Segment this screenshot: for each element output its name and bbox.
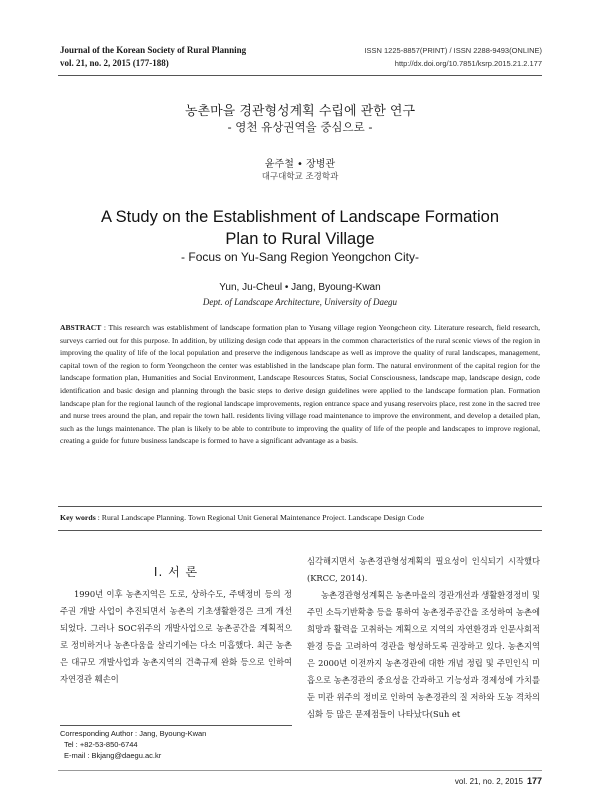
- page-footer: [455, 776, 542, 786]
- body-right-paragraph-2: 농촌경관형성계획은 농촌마을의 경관개선과 생활환경정비 및 주민 소득기반확충 등을 통하여 농촌정주공간을 조성하여 농촌에 희망과 활력을 고취하는 계획으로 지역의 자연환경과 인문사회적 환경 등을 고려하여 경관을 형성하도록 권장하고 있다. 농촌지역은 2000년 이전까지 농촌경관에 대한 개념 정립 및 주민인식 미흡으로 농촌경관의 중요성을 간과하고 기능성과 경제성에 가치를 둔 미관 위주의 정비로 인하여 농촌경관의 질 저하와 도농 격차의 심화 등 많은 문제점들이 나타났다(Suh et: [307, 590, 540, 719]
- keywords-rule-bottom: [58, 530, 542, 531]
- korean-authors: 윤주철 • 장병관: [264, 159, 336, 170]
- doi-link[interactable]: http://dx.doi.org/10.7851/ksrp.2015.21.2.177: [394, 59, 542, 68]
- keywords-label: Key words: [60, 513, 96, 522]
- english-subtitle: - Focus on Yu-Sang Region Yeongchon City-: [181, 250, 419, 264]
- issn: ISSN 1225-8857(PRINT) / ISSN 2288-9493(ONLINE): [364, 46, 542, 55]
- english-title-line1: A Study on the Establishment of Landscape Formation: [100, 208, 500, 226]
- abstract-label: ABSTRACT: [60, 323, 102, 332]
- header-rule: [58, 75, 542, 76]
- journal-volume: vol. 21, no. 2, 2015 (177-188): [60, 58, 169, 68]
- body-left-column: 1990년 이후 농촌지역은 도로, 상하수도, 주택정비 등의 정주권 개발 사업이 추진되면서 농촌의 기초생활환경은 크게 개선되었다. 그러나 SOC위주의 개발사업으로 농촌공간을 계획적으로 정비하거나 농촌다움을 살리기에는 다소 미흡했다. 최근 농촌은 대규모 개발사업과 농촌지역의 건축규제 완화 등으로 인하여 자연경관 훼손이: [60, 589, 292, 684]
- korean-title: 농촌마을 경관형성계획 수립에 관한 연구: [184, 104, 415, 119]
- korean-affiliation: 대구대학교 조경학과: [261, 172, 339, 182]
- issn-header: [364, 44, 542, 70]
- journal-header: [60, 44, 246, 70]
- english-authors: Yun, Ju-Cheul • Jang, Byoung-Kwan: [219, 282, 381, 293]
- english-affiliation: Dept. of Landscape Architecture, University of Daegu: [202, 297, 398, 307]
- footer-volume: vol. 21, no. 2, 2015: [454, 777, 523, 786]
- page-number: 177: [526, 776, 542, 786]
- footer-rule: [58, 770, 542, 771]
- corresponding-author: [60, 728, 292, 761]
- english-title-line2: Plan to Rural Village: [225, 230, 375, 248]
- footnote-rule: [60, 725, 292, 726]
- english-title: [0, 206, 600, 250]
- corresponding-email[interactable]: E-mail : Bkjang@daegu.ac.kr: [64, 751, 162, 760]
- korean-subtitle: - 영천 유상권역을 중심으로 -: [227, 120, 373, 134]
- keywords-text: : Rural Landscape Planning. Town Regional Unit General Maintenance Project. Landscape Design Code: [95, 513, 424, 522]
- corresponding-author-name: Corresponding Author : Jang, Byoung-Kwan: [60, 729, 207, 738]
- corresponding-tel: Tel : +82-53-850-6744: [64, 740, 138, 749]
- body-right-paragraph-1: 심각해지면서 농촌경관형성계획의 필요성이 인식되기 시작했다(KRCC, 2014).: [307, 556, 540, 583]
- body-right-column: [307, 553, 540, 723]
- section-heading: I. 서 론: [153, 565, 199, 579]
- keywords-rule-top: [58, 506, 542, 507]
- abstract: [60, 322, 540, 448]
- abstract-text: : This research was establishment of landscape formation plan to Yusang village region Yeongcheon city. Literature research, field research, surveys carried out for this purpose. In addition, by utilizing design code that appears in the common characteristics of the rural scenic views of the region in improving the quality of life of the local population and preserve the indigenous landscape as well as improve the quality of rural landscapes, management, capital town of the region to form Yeongcheon the center was established in the landscape plan form. The natural environment of the capital region for the landscape formation plan, Humanities and Social Environment, Landscape Resources Status, Social Consciousness, landscape map, landscape design, code identification and basic design and planning through the basic steps to derive design guidelines were applied to the landscape formation plan. Formation landscape plan for the regional launch of the regional landscape improvements, region entrance space and yusang reservoirs place, rest zone in the sacred tree and nurse trees around the plan, and repair the town hall. residents living village road maintenance to improve the environment, and develop a detailed plan, such as the lungs maintenance. The plan is likely to be able to contribute to improving the quality of life of the people and landscapes to improve regional, creating a guide for future business landscape is formed to have a significant advantage as a basis.: [60, 323, 540, 446]
- journal-name: Journal of the Korean Society of Rural Planning: [60, 45, 247, 55]
- keywords: [60, 512, 540, 524]
